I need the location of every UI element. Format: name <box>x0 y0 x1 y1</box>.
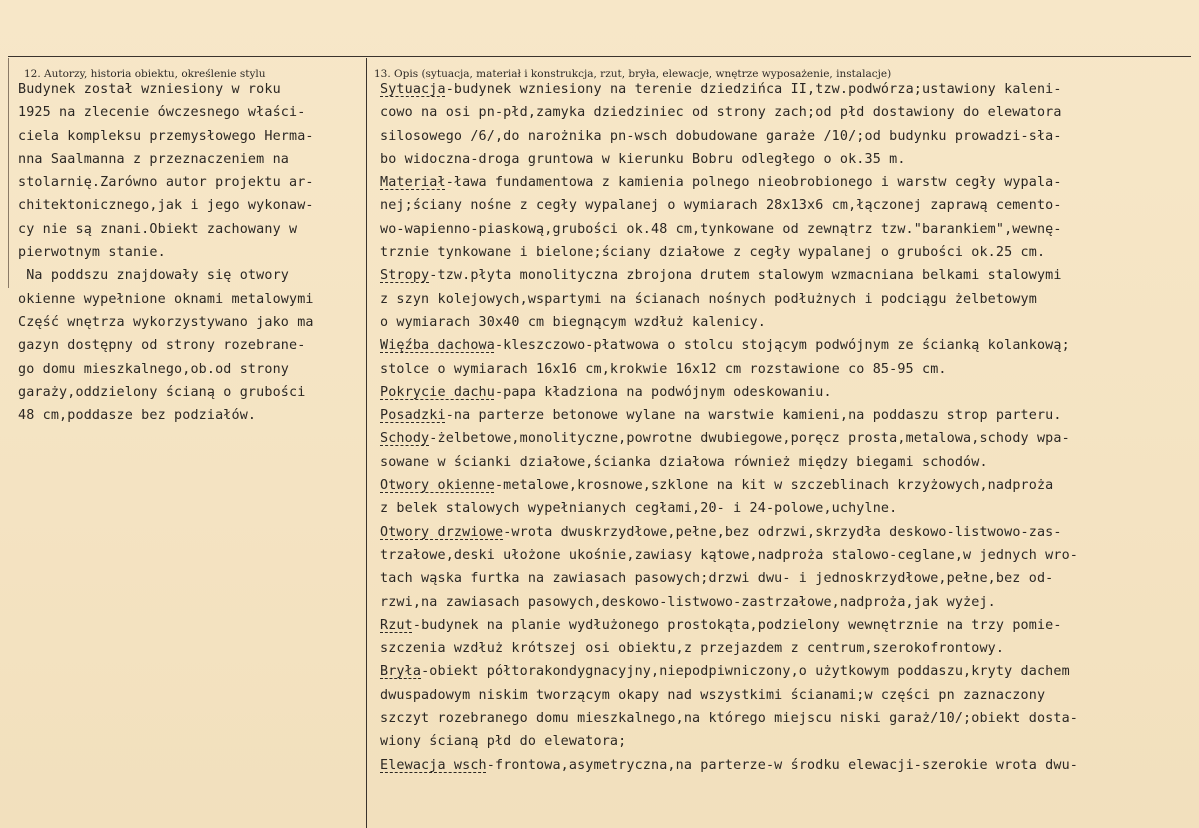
line-text: z szyn kolejowych,wspartymi na ścianach nośnych podłużnych i podciągu żelbetowym <box>380 291 1037 307</box>
description-line <box>380 567 1195 590</box>
description-line <box>380 637 1195 660</box>
description-line <box>380 754 1195 777</box>
section-label: Rzut <box>380 617 413 633</box>
description-line <box>380 241 1195 264</box>
section-label: Stropy <box>380 268 430 284</box>
description-line <box>380 544 1195 567</box>
line-text: -żelbetowe,monolityczne,powrotne dwubiegowe,poręcz prosta,metalowa,schody wpa- <box>429 431 1070 447</box>
line-text: trznie tynkowane i bielone;ściany działowe z cegły wypalanej o grubości ok.25 cm. <box>380 245 1046 261</box>
line-text: wiony ścianą płd do elewatora; <box>380 734 627 750</box>
description-line <box>380 194 1195 217</box>
history-line: garaży,oddzielony ścianą o grubości <box>18 384 306 400</box>
section-label: Schody <box>380 431 430 447</box>
line-text: silosowego /6/,do narożnika pn-wsch dobudowane garaże /10/;od budynku prowadzi-sła- <box>380 128 1062 144</box>
line-text: nej;ściany nośne z cegły wypalanej o wymiarach 28x13x6 cm,łączonej zaprawą cemento- <box>380 198 1062 214</box>
history-line: nna Saalmanna z przeznaczeniem na <box>18 151 289 167</box>
history-line: okienne wypełnione oknami metalowymi <box>18 291 314 307</box>
description-line <box>380 78 1195 101</box>
history-line: pierwotnym stanie. <box>18 245 166 261</box>
history-line: Na poddszu znajdowały się otwory <box>18 268 289 284</box>
description-line <box>380 497 1195 520</box>
description-line <box>380 427 1195 450</box>
line-text: -budynek na planie wydłużonego prostokąta,podzielony wewnętrznie na trzy pomie- <box>412 617 1062 633</box>
left-margin-rule <box>8 58 9 288</box>
line-text: bo widoczna-droga gruntowa w kierunku Bobru odległego o ok.35 m. <box>380 151 906 167</box>
line-text: tach wąska furtka na zawiasach pasowych;drzwi dwu- i jednoskrzydłowe,pełne,bez od- <box>380 571 1054 587</box>
description-line <box>380 404 1195 427</box>
line-text: szczyt rozebranego domu mieszkalnego,na którego miejscu niski garaż/10/;obiekt dosta- <box>380 711 1079 727</box>
line-text: sowane w ścianki działowe,ścianka działowa również między biegami schodów. <box>380 454 988 470</box>
description-line <box>380 591 1195 614</box>
line-text: -metalowe,krosnowe,szklone na kit w szczeblinach krzyżowych,nadproża <box>494 478 1054 494</box>
history-line: stolarnię.Zarówno autor projektu ar- <box>18 175 314 191</box>
column-divider <box>366 58 367 828</box>
line-text: wo-wapienno-piaskową,grubości ok.48 cm,tynkowane od zewnątrz tzw."barankiem",wewnę- <box>380 221 1062 237</box>
line-text: szczenia wzdłuż krótszej osi obiektu,z przejazdem z centrum,szerokofrontowy. <box>380 641 1005 657</box>
history-text <box>18 78 363 427</box>
history-line: Budynek został wzniesiony w roku <box>18 82 281 97</box>
description-line <box>380 730 1195 753</box>
history-line: ciela kompleksu przemysłowego Herma- <box>18 128 314 144</box>
description-line <box>380 614 1195 637</box>
line-text: -frontowa,asymetryczna,na parterze-w środku elewacji-szerokie wrota dwu- <box>486 757 1079 773</box>
description-line <box>380 148 1195 171</box>
line-text: -budynek wzniesiony na terenie dziedzińca II,tzw.podwórza;ustawiony kaleni- <box>445 82 1062 97</box>
description-line <box>380 334 1195 357</box>
line-text: z belek stalowych wypełnianych cegłami,20- i 24-polowe,uchylne. <box>380 501 898 517</box>
description-line <box>380 684 1195 707</box>
section-label: Materiał <box>380 175 446 191</box>
line-text: o wymiarach 30x40 cm biegnącym wzdłuż kalenicy. <box>380 314 766 330</box>
section-label: Elewacja wsch <box>380 757 487 773</box>
line-text: -ława fundamentowa z kamienia polnego nieobrobionego i warstw cegły wypala- <box>445 175 1062 191</box>
description-line <box>380 660 1195 683</box>
description-line <box>380 218 1195 241</box>
description-line <box>380 288 1195 311</box>
description-line <box>380 311 1195 334</box>
description-line <box>380 171 1195 194</box>
history-line: gazyn dostępny od strony rozebrane- <box>18 338 306 354</box>
history-line: 1925 na zlecenie ówczesnego właści- <box>18 105 306 121</box>
description-line <box>380 521 1195 544</box>
section-label: Posadzki <box>380 408 446 424</box>
history-line: chitektonicznego,jak i jego wykonaw- <box>18 198 314 214</box>
description-line <box>380 125 1195 148</box>
line-text: -obiekt półtorakondygnacyjny,niepodpiwniczony,o użytkowym poddaszu,kryty dachem <box>421 664 1070 680</box>
line-text: -papa kładziona na podwójnym odeskowaniu. <box>494 384 832 400</box>
description-line <box>380 358 1195 381</box>
top-divider <box>8 56 1191 57</box>
section-label: Bryła <box>380 664 422 680</box>
description-line <box>380 101 1195 124</box>
section-label: Sytuacja <box>380 82 446 97</box>
description-line <box>380 451 1195 474</box>
section-label: Pokrycie dachu <box>380 384 495 400</box>
line-text: -wrota dwuskrzydłowe,pełne,bez odrzwi,skrzydła deskowo-listwowo-zas- <box>503 524 1062 540</box>
description-text <box>380 78 1195 777</box>
line-text: -tzw.płyta monolityczna zbrojona drutem stalowym wzmacniana belkami stalowymi <box>429 268 1062 284</box>
description-line <box>380 381 1195 404</box>
line-text: rzwi,na zawiasach pasowych,deskowo-listwowo-zastrzałowe,nadproża,jak wyżej. <box>380 594 996 610</box>
section-label: Otwory drzwiowe <box>380 524 504 540</box>
section-13-heading: 13. Opis (sytuacja, materiał i konstrukcja, rzut, bryła, elewacje, wnętrze wyposażenie, instalacje) <box>374 68 892 80</box>
history-line: Część wnętrza wykorzystywano jako ma <box>18 314 314 330</box>
description-line <box>380 474 1195 497</box>
section-12-heading: 12. Autorzy, historia obiektu, określenie stylu <box>24 68 266 80</box>
description-line <box>380 707 1195 730</box>
section-label: Więźba dachowa <box>380 338 495 354</box>
line-text: -kleszczowo-płatwowa o stolcu stojącym podwójnym ze ścianką kolankową; <box>494 338 1070 354</box>
history-line: 48 cm,poddasze bez podziałów. <box>18 408 257 424</box>
description-line <box>380 264 1195 287</box>
line-text: stolce o wymiarach 16x16 cm,krokwie 16x12 cm rozstawione co 85-95 cm. <box>380 361 947 377</box>
line-text: -na parterze betonowe wylane na warstwie kamieni,na poddaszu strop parteru. <box>445 408 1062 424</box>
history-line: go domu mieszkalnego,ob.od strony <box>18 361 289 377</box>
section-label: Otwory okienne <box>380 478 495 494</box>
line-text: trzałowe,deski ułożone ukośnie,zawiasy kątowe,nadproża stalowo-ceglane,w jednych wro- <box>380 547 1079 563</box>
line-text: cowo na osi pn-płd,zamyka dziedziniec od strony zach;od płd dostawiony do elewatora <box>380 105 1062 121</box>
line-text: dwuspadowym niskim tworzącym okapy nad wszystkimi ścianami;w części pn zaznaczony <box>380 687 1046 703</box>
history-line: cy nie są znani.Obiekt zachowany w <box>18 221 298 237</box>
